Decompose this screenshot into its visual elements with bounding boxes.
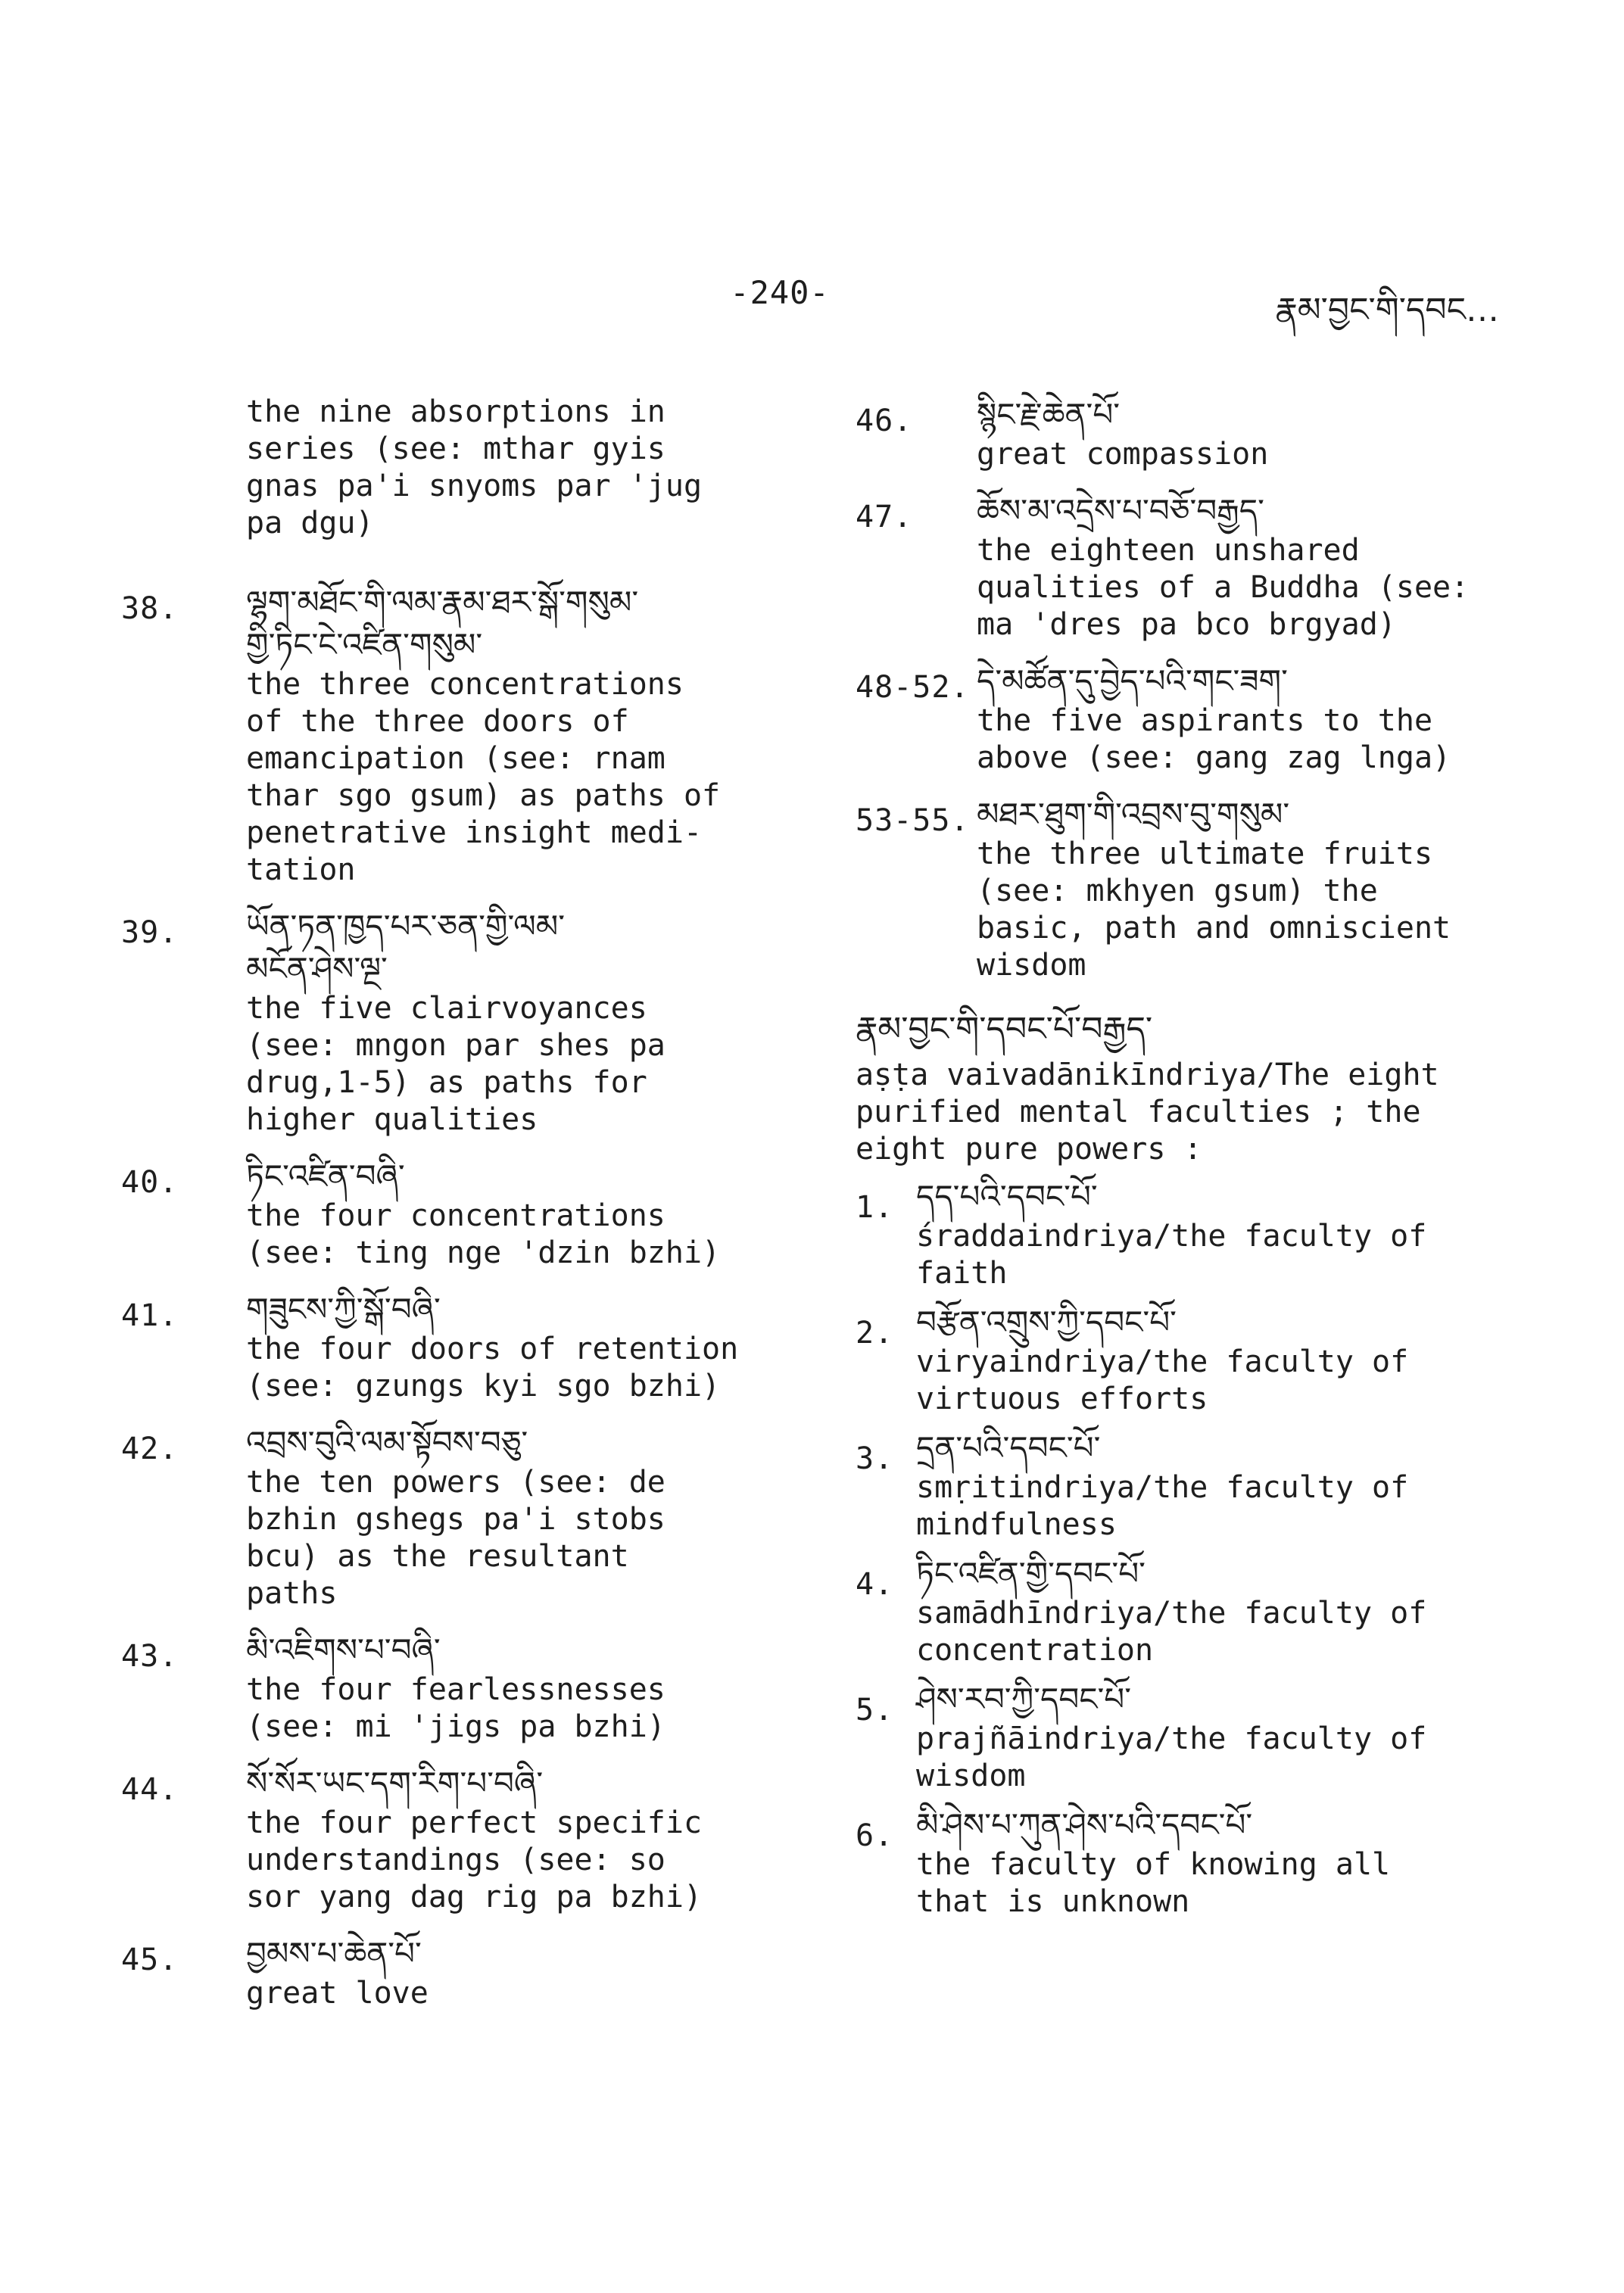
running-head: རྣམ་བྱང་གི་དབང…: [1275, 291, 1499, 329]
english-gloss: the five clairvoyances (see: mngon par shes pa drug,1-5) as paths for higher qualities: [246, 991, 665, 1137]
tibetan-term: སོ་སོར་ཡང་དག་རིག་པ་བཞི་: [246, 1765, 544, 1802]
tibetan-term: མི་འཇིགས་པ་བཞི་: [246, 1631, 441, 1668]
english-gloss: smṛitindriya/the faculty of mindfulness: [916, 1470, 1409, 1542]
tibetan-term: ཏིང་འཛིན་བཞི་: [246, 1157, 405, 1195]
entry-number: 47.: [856, 500, 913, 534]
entry-number: 41.: [121, 1298, 179, 1333]
tibetan-term: ཡོན་ཏན་ཁྱད་པར་ཅན་གྱི་ལམ་ མངོན་ཤེས་ལྔ་: [246, 908, 566, 987]
item-number: 6.: [856, 1818, 894, 1853]
glossary-entry-41: [121, 1288, 818, 1405]
glossary-entry-45: [121, 1933, 818, 2012]
entry-number: 42.: [121, 1432, 179, 1466]
tibetan-term: དྲན་པའི་དབང་པོ་: [916, 1429, 1101, 1466]
glossary-entry-43: [121, 1629, 818, 1746]
item-number: 1.: [856, 1190, 894, 1225]
tibetan-term: འབྲས་བུའི་ལམ་སྟོབས་བཅུ་: [246, 1424, 528, 1461]
english-gloss: the three ultimate fruits (see: mkhyen gsum) the basic, path and omniscient wisdom: [977, 837, 1451, 983]
item-number: 5.: [856, 1693, 894, 1728]
right-column: [856, 394, 1507, 1921]
tibetan-term: སྙིང་རྗེ་ཆེན་པོ་: [977, 396, 1121, 433]
english-gloss: the four doors of retention (see: gzungs kyi sgo bzhi): [246, 1332, 739, 1404]
glossary-entry-39: [121, 905, 818, 1139]
item-number: 3.: [856, 1441, 894, 1476]
english-gloss: viryaindriya/the faculty of virtuous efforts: [916, 1344, 1409, 1416]
section-heading: རྣམ་བྱང་གི་དབང་པོ་བརྒྱད་: [856, 1010, 1153, 1048]
tibetan-term: བརྩོན་འགྲུས་ཀྱི་དབང་པོ་: [916, 1304, 1177, 1341]
tibetan-term: དད་པའི་དབང་པོ་: [916, 1178, 1098, 1215]
left-column: [121, 394, 818, 2012]
faculty-item-4: [856, 1553, 1507, 1669]
glossary-entry-53-55: [856, 793, 1507, 984]
entry-number: 38.: [121, 591, 179, 626]
entry-number: 40.: [121, 1165, 179, 1200]
faculty-item-3: [856, 1427, 1507, 1544]
tibetan-term: ལྷག་མཐོང་གི་ལམ་རྣམ་ཐར་སྒོ་གསུམ་ གྱི་ཏིང་ངེ་འཛིན་གསུམ་: [246, 584, 639, 663]
glossary-entry-42: [121, 1422, 818, 1612]
glossary-entry-40: [121, 1155, 818, 1272]
tibetan-term: ཏིང་འཛིན་གྱི་དབང་པོ་: [916, 1555, 1146, 1592]
english-gloss: great compassion: [977, 437, 1269, 472]
glossary-entry-38: [121, 581, 818, 889]
faculty-item-5: [856, 1678, 1507, 1795]
english-gloss: the four perfect specific understandings (see: so sor yang dag rig pa bzhi): [246, 1805, 703, 1914]
item-number: 4.: [856, 1567, 894, 1602]
english-gloss: the four concentrations (see: ting nge 'dzin bzhi): [246, 1198, 721, 1270]
section-subtitle: aṣṭa vaivadānikīndriya/The eight purified mental faculties ; the eight pure powers :: [856, 1058, 1439, 1167]
english-gloss: great love: [246, 1976, 429, 2011]
entry-number: 53-55.: [856, 803, 970, 838]
english-gloss: the three concentrations of the three doors of emancipation (see: rnam thar sgo gsum) as paths of penetrative insight medi- tation: [246, 667, 721, 887]
english-gloss: prajñāindriya/the faculty of wisdom: [916, 1721, 1427, 1793]
english-gloss: the five aspirants to the above (see: gang zag lnga): [977, 703, 1451, 775]
english-gloss: the faculty of knowing all that is unknown: [916, 1847, 1391, 1919]
english-gloss: the ten powers (see: de bzhin gshegs pa'i stobs bcu) as the resultant paths: [246, 1465, 665, 1611]
english-gloss: the eighteen unshared qualities of a Buddha (see: ma 'dres pa bco brgyad): [977, 533, 1470, 642]
english-gloss: śraddaindriya/the faculty of faith: [916, 1219, 1427, 1291]
entry-number: 44.: [121, 1772, 179, 1807]
glossary-entry-48-52: [856, 660, 1507, 777]
english-gloss: the four fearlessnesses (see: mi 'jigs pa bzhi): [246, 1672, 665, 1744]
faculty-item-2: [856, 1301, 1507, 1418]
tibetan-term: མི་ཤེས་པ་ཀུན་ཤེས་པའི་དབང་པོ་: [916, 1806, 1253, 1843]
tibetan-term: ཤེས་རབ་ཀྱི་དབང་པོ་: [916, 1681, 1132, 1718]
tibetan-term: གཟུངས་ཀྱི་སྒོ་བཞི་: [246, 1291, 441, 1328]
entry-number: 48-52.: [856, 670, 970, 705]
item-number: 2.: [856, 1316, 894, 1351]
glossary-entry-46: [856, 394, 1507, 473]
entry-number: 45.: [121, 1943, 179, 1977]
continued-gloss: the nine absorptions in series (see: mthar gyis gnas pa'i snyoms par 'jug pa dgu): [246, 394, 703, 541]
faculty-item-6: [856, 1804, 1507, 1921]
entry-number: 43.: [121, 1639, 179, 1674]
tibetan-term: བྱམས་པ་ཆེན་པོ་: [246, 1935, 422, 1972]
tibetan-term: དེ་མཚོན་དུ་བྱེད་པའི་གང་ཟག་: [977, 662, 1288, 699]
tibetan-term: ཆོས་མ་འདྲེས་པ་བཅོ་བརྒྱད་: [977, 492, 1264, 529]
glossary-entry-47: [856, 490, 1507, 643]
entry-number: 39.: [121, 915, 179, 950]
glossary-entry-44: [121, 1762, 818, 1916]
tibetan-term: མཐར་ཐུག་གི་འབྲས་བུ་གསུམ་: [977, 796, 1290, 833]
page-number: -240-: [730, 274, 830, 311]
faculty-item-1: [856, 1176, 1507, 1292]
english-gloss: samādhīndriya/the faculty of concentration: [916, 1596, 1427, 1668]
entry-number: 46.: [856, 403, 913, 438]
